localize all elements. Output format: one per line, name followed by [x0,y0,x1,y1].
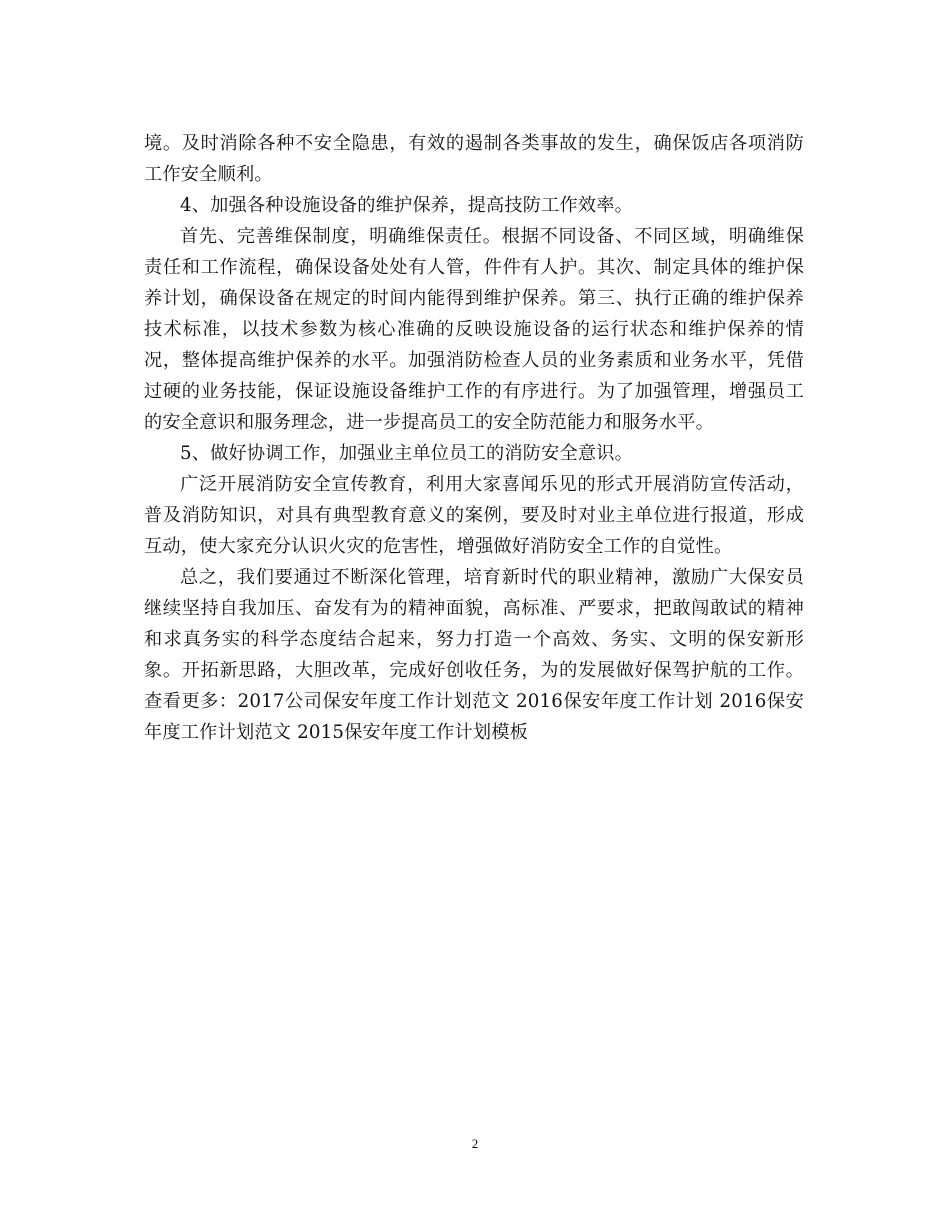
paragraph-6: 总之，我们要通过不断深化管理，培育新时代的职业精神，激励广大保安员继续坚持自我加压、奋发有为的精神面貌，高标准、严要求，把敢闯敢试的精神和求真务实的科学态度结合起来，努力打造一个高效、务实、文明的保安新形象。开拓新思路，大胆改革，完成好创收任务，为的发展做好保驾护航的工作。查看更多：2017公司保安年度工作计划范文 2016保安年度工作计划 2016保安年度工作计划范文 2015保安年度工作计划模板 [144,567,804,743]
page-number: 2 [471,1136,479,1151]
paragraph-2: 4、加强各种设施设备的维护保养，提高技防工作效率。 [180,195,634,216]
paragraph-3: 首先、完善维保制度，明确维保责任。根据不同设备、不同区域，明确维保责任和工作流程，确保设备处处有人管，件件有人护。其次、制定具体的维护保养计划，确保设备在规定的时间内能得到维护保养。第三、执行正确的维护保养技术标准，以技术参数为核心准确的反映设施设备的运行状态和维护保养的情况，整体提高维护保养的水平。加强消防检查人员的业务素质和业务水平，凭借过硬的业务技能，保证设施设备维护工作的有序进行。为了加强管理，增强员工的安全意识和服务理念，进一步提高员工的安全防范能力和服务水平。 [144,226,804,433]
paragraph-4: 5、做好协调工作，加强业主单位员工的消防安全意识。 [180,443,634,464]
paragraph-1: 境。及时消除各种不安全隐患，有效的遏制各类事故的发生，确保饭店各项消防工作安全顺利。 [144,133,804,185]
document-body [144,128,804,748]
paragraph-5: 广泛开展消防安全宣传教育，利用大家喜闻乐见的形式开展消防宣传活动，普及消防知识，对具有典型教育意义的案例，要及时对业主单位进行报道，形成互动，使大家充分认识火灾的危害性，增强做好消防安全工作的自觉性。 [144,474,804,557]
